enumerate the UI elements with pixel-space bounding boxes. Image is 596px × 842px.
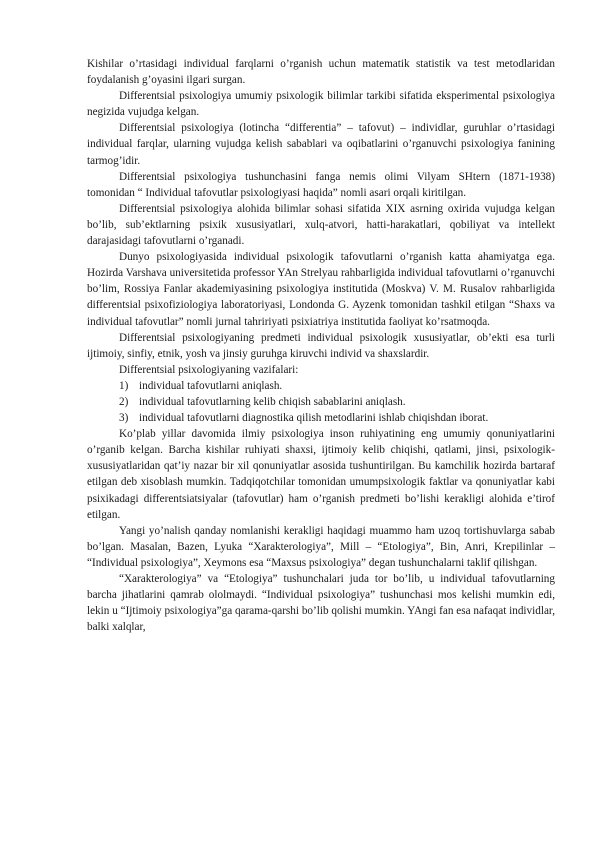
tasks-list bbox=[87, 378, 555, 426]
paragraph-group-main bbox=[87, 426, 555, 635]
list-item-text: individual tafovutlarning kelib chiqish sabablarini aniqlash. bbox=[139, 395, 406, 408]
list-item bbox=[87, 410, 555, 426]
list-item-number: 3) bbox=[119, 412, 129, 425]
list-item-text: individual tafovutlarni aniqlash. bbox=[139, 379, 283, 392]
paragraph: “Xarakterologiya” va “Etologiya” tushunchalari juda tor bo’lib, u individual tafovutlarning barcha jihatlarini qamrab ololmaydi. “Individual psixologiya” tushunchasi mos kelishi mumkin edi, lekin u “Ijtimoiy psixologiya”ga qarama-qarshi bo’lib qolishi mumkin. YAngi fan esa nafaqat individlar, balki xalqlar, bbox=[87, 573, 555, 634]
list-item bbox=[87, 394, 555, 410]
list-item-text: individual tafovutlarni diagnostika qilish metodlarini ishlab chiqishdan iborat. bbox=[139, 412, 489, 425]
paragraph: Differentsial psixologiyaning predmeti individual psixologik xususiyatlar, ob’ekti esa turli ijtimoiy, sinfiy, etnik, yosh va jinsiy guruhga kiruvchi individ va shaxslardir. bbox=[87, 331, 555, 360]
paragraph: Yangi yo’nalish qanday nomlanishi kerakligi haqidagi muammo ham uzoq tortishuvlarga sabab bo’lgan. Masalan, Bazen, Lyuka “Xarakterologiya”, Mill – “Etologiya”, Bin, Anri, Krepilinlar – “Individual psixologiya”, Xeymons esa “Maxsus psixologiya” degan tushunchalarni taklif qilishgan. bbox=[87, 524, 555, 569]
paragraph: Differentsial psixologiya alohida bilimlar sohasi sifatida XIX asrning oxirida vujudga kelgan bo’lib, sub’ektlarning psixik xususiyatlari, xulq-atvori, hatti-harakatlari, qobiliyat va intellekt darajasidagi tafovutlarni o’rganadi. bbox=[87, 202, 555, 248]
list-item bbox=[87, 378, 555, 394]
paragraph: Differentsial psixologiyaning vazifalari: bbox=[119, 363, 299, 376]
paragraph: Differentsial psixologiya umumiy psixologik bilimlar tarkibi sifatida eksperimental psixologiya negizida vujudga kelgan. bbox=[87, 90, 555, 119]
paragraph: Kishilar o’rtasidagi individual farqlarni o’rganish uchun matematik statistik va test metodlaridan foydalanish g’oyasini ilgari surgan. bbox=[87, 58, 555, 87]
paragraph: Differentsial psixologiya tushunchasini fanga nemis olimi Vilyam SHtern (1871-1938) tomonidan “ Individual tafovutlar psixologiyasi haqida” nomli asari orqali kiritilgan. bbox=[87, 170, 555, 199]
list-item-number: 1) bbox=[119, 379, 129, 392]
list-item-number: 2) bbox=[119, 395, 129, 408]
document-page bbox=[87, 56, 555, 635]
paragraph: Ko’plab yillar davomida ilmiy psixologiya inson ruhiyatining eng umumiy qonuniyatlarini o’rganib kelgan. Barcha kishilar ruhiyati shaxsi, ijtimoiy kelib chiqishi, qatlami, jinsi, psixologik-xususiyatlaridan qat’iy nazar bir xil qonuniyatlar asosida tushuntirilgan. Bu kamchilik hozirda bartaraf etilgan deb xisoblash mumkin. Tadqiqotchilar tomonidan umumpsixologik faktlar va qonuniyatlar kabi psixikadagi differentsiatsiyalar (tafovutlar) ham o’rganish predmeti bo’lishi kerakligi alohida e’tirof etilgan. bbox=[87, 428, 555, 521]
paragraph: Differentsial psixologiya (lotincha “differentia” – tafovut) – individlar, guruhlar o’rtasidagi individual farqlar, ularning vujudga kelish sabablari va oqibatlarini o’rganuvchi psixologiya fanining tarmog’idir. bbox=[87, 122, 555, 167]
paragraph-group-intro bbox=[87, 56, 555, 378]
paragraph: Dunyo psixologiyasida individual psixologik tafovutlarni o’rganish katta ahamiyatga ega. Hozirda Varshava universitetida professor YAn Strelyau rahbarligida individual tafovutlarni o’rganuvchi bo’lim, Rossiya Fanlar akademiyasining psixologiya institutida (Moskva) V. M. Rusalov rahbarligida differentsial psixofiziologiya laboratoriyasi, Londonda G. Ayzenk tomonidan tashkil etilgan “Shaxs va individual tafovutlar” nomli jurnal tahririyati psixiatriya institutida faoliyat ko’rsatmoqda. bbox=[87, 251, 555, 328]
